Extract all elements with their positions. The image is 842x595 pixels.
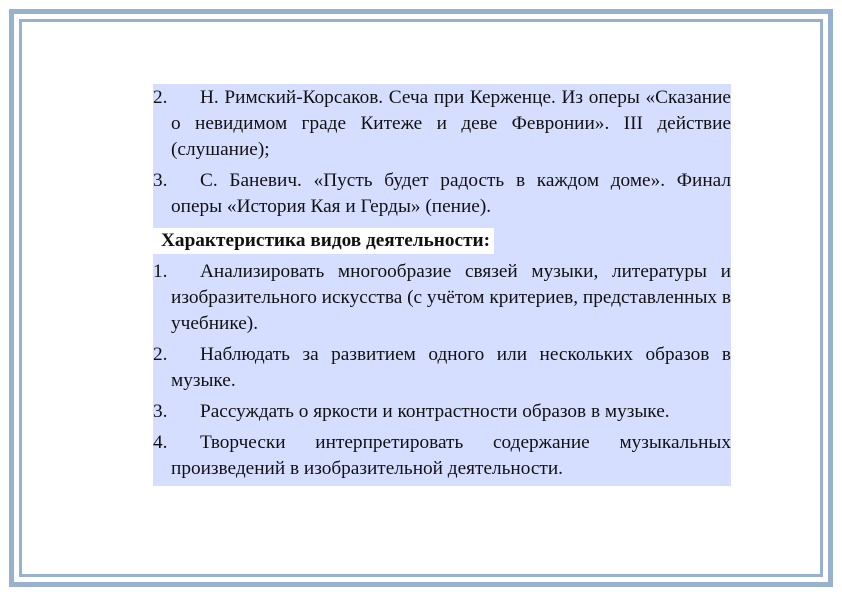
- list-text: Наблюдать за развитием одного или нескольких образов в музыке.: [171, 344, 731, 391]
- list-text: Рассуждать о яркости и контрастности образов в музыке.: [200, 401, 670, 422]
- list-number: 1.: [153, 261, 168, 282]
- list-number: 3.: [153, 170, 168, 191]
- list-text: С. Баневич. «Пусть будет радость в каждом доме». Финал оперы «История Кая и Герды» (пение).: [171, 170, 731, 217]
- list-item: [153, 429, 731, 486]
- list-text: Творчески интерпретировать содержание музыкальных произведений в изобразительной деятельности.: [171, 432, 731, 479]
- list-item: [153, 84, 731, 167]
- list-number: 2.: [153, 344, 168, 365]
- list-number: 4.: [153, 432, 168, 453]
- list-text: Анализировать многообразие связей музыки, литературы и изобразительного искусства (с учётом критериев, представленных в учебнике).: [171, 261, 731, 334]
- list-number: 3.: [153, 401, 168, 422]
- list-number: 2.: [153, 87, 168, 108]
- list-item: [153, 341, 731, 398]
- section-heading-text: Характеристика видов деятельности:: [153, 228, 494, 254]
- list-item: [153, 167, 731, 224]
- list-item: [153, 258, 731, 341]
- list-item: [153, 398, 731, 429]
- slide-content: [153, 84, 731, 486]
- section-heading: [153, 224, 731, 258]
- list-text: Н. Римский-Корсаков. Сеча при Керженце. Из оперы «Сказание о невидимом граде Китеже и деве Февронии». III действие (слушание);: [171, 87, 731, 160]
